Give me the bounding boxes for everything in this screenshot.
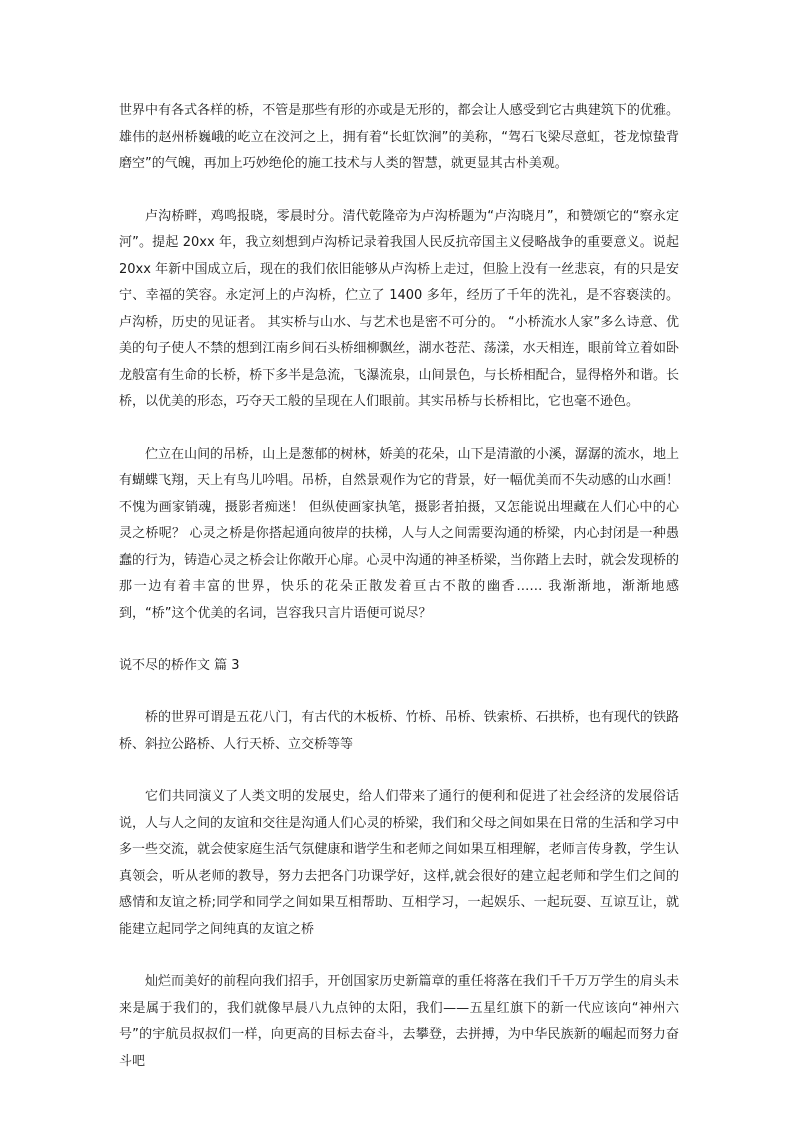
paragraph-gap bbox=[119, 679, 679, 705]
paragraph-gap bbox=[119, 943, 679, 969]
paragraph-bridge-types: 桥的世界可谓是五花八门，有古代的木板桥、竹桥、吊桥、铁索桥、石拱桥，也有现代的铁路桥、斜拉公路桥、人行天桥、立交桥等等 bbox=[119, 710, 679, 752]
paragraph-gap bbox=[119, 416, 679, 442]
paragraph-gap bbox=[119, 178, 679, 204]
paragraph-lugou-bridge: 卢沟桥畔，鸡鸣报晓，零晨时分。清代乾隆帝为卢沟桥题为“卢沟晓月”，和赞颂它的“察永定河”。提起 20xx 年，我立刻想到卢沟桥记录着我国人民反抗帝国主义侵略战争的重要意义。说起 20xx 年新中国成立后，现在的我们依旧能够从卢沟桥上走过，但脸上没有一丝悲哀，有的只是安宁、幸福的笑容。永定河上的卢沟桥，伫立了 1400 多年，经历了千年的洗礼，是不容亵渎的。卢沟桥，历史的见证者。 其实桥与山水、与艺术也是密不可分的。 “小桥流水人家”多么诗意、优美的句子使人不禁的想到江南乡间石头桥细柳飘丝，湖水苍茫、荡漾，水天相连，眼前耸立着如卧龙般富有生命的长桥，桥下多半是急流，飞瀑流泉，山间景色，与长桥相配合，显得格外和谐。长桥，以优美的形态，巧夺天工般的呈现在人们眼前。其实吊桥与长桥相比，它也毫不逊色。 bbox=[119, 208, 679, 409]
paragraph-zhaozhou-bridge: 世界中有各式各样的桥，不管是那些有形的亦或是无形的，都会让人感受到它古典建筑下的优雅。 雄伟的赵州桥巍峨的屹立在洨河之上，拥有着“长虹饮涧”的美称，“驾石飞梁尽意虹，苍龙惊蛰背磨空”的气魄，再加上巧妙绝伦的施工技术与人类的智慧，就更显其古朴美观。 bbox=[119, 103, 679, 171]
paragraph-gap bbox=[119, 627, 679, 653]
paragraph-friendship-bridge: 它们共同演义了人类文明的发展史，给人们带来了通行的便利和促进了社会经济的发展俗话说，人与人之间的友谊和交往是沟通人们心灵的桥梁，我们和父母之间如果在日常的生活和学习中多一些交流，就会使家庭生活气氛健康和谐学生和老师之间如果互相理解，老师言传身教，学生认真领会，听从老师的教导，努力去把各门功课学好，这样,就会很好的建立起老师和学生们之间的感情和友谊之桥;同学和同学之间如果互相帮助、互相学习，一起娱乐、一起玩耍、互谅互让，就能建立起同学之间纯真的友谊之桥 bbox=[119, 789, 679, 937]
section-heading: 说不尽的桥作文 篇 3 bbox=[119, 658, 240, 673]
document-body bbox=[119, 98, 679, 1075]
paragraph-suspension-bridge: 伫立在山间的吊桥，山上是葱郁的树林，娇美的花朵，山下是清澈的小溪，潺潺的流水，地上有蝴蝶飞翔，天上有鸟儿吟唱。吊桥，自然景观作为它的背景，好一幅优美而不失动感的山水画！不愧为画家销魂，摄影者痴迷！ 但纵使画家执笔，摄影者拍摄，又怎能说出埋藏在人们心中的心灵之桥呢？ 心灵之桥是你搭起通向彼岸的扶梯，人与人之间需要沟通的桥梁，内心封闭是一种愚蠢的行为，铸造心灵之桥会让你敞开心扉。心灵中沟通的神圣桥梁，当你踏上去时，就会发现桥的那一边有着丰富的世界，快乐的花朵正散发着亘古不散的幽香…… 我渐渐地，渐渐地感到，“桥”这个优美的名词，岂容我只言片语便可说尽？ bbox=[119, 446, 679, 621]
paragraph-gap bbox=[119, 758, 679, 784]
paragraph-future: 灿烂而美好的前程向我们招手，开创国家历史新篇章的重任将落在我们千千万万学生的肩头未来是属于我们的，我们就像早晨八九点钟的太阳，我们——五星红旗下的新一代应该向“神州六号”的宇航员叔叔们一样，向更高的目标去奋斗，去攀登，去拼搏，为中华民族新的崛起而努力奋斗吧 bbox=[119, 974, 679, 1069]
